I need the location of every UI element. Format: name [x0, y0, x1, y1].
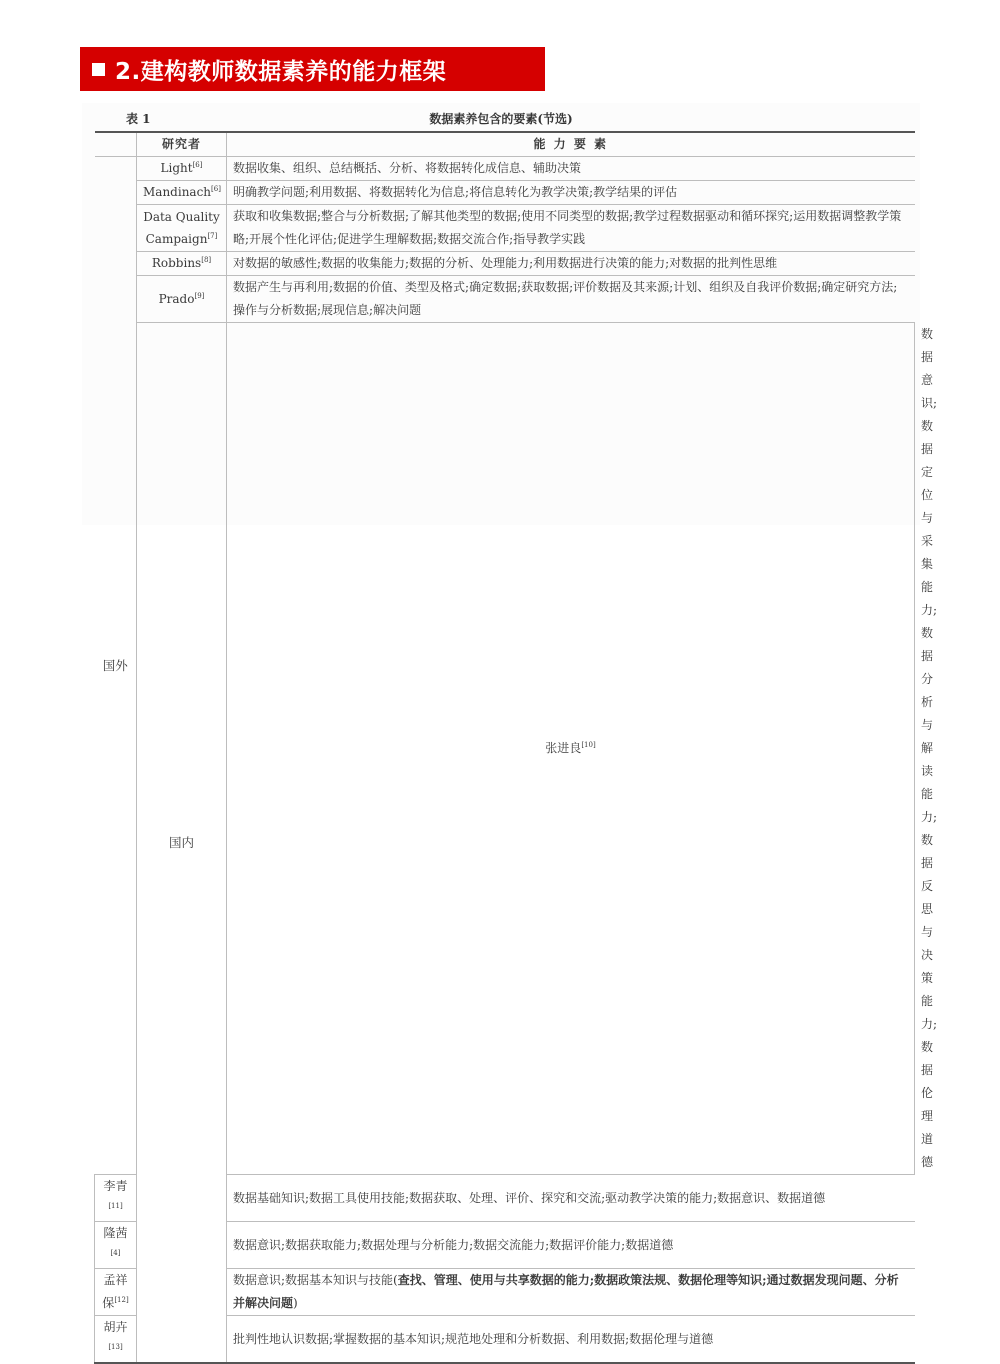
- square-bullet-icon: [92, 63, 105, 76]
- researcher-name: 孟祥保[12]: [95, 1269, 137, 1316]
- table-number: 表 1: [126, 112, 151, 126]
- researcher-name: 胡卉[13]: [95, 1316, 137, 1364]
- researcher-name: Light[6]: [137, 157, 227, 181]
- researcher-name: 张进良[10]: [227, 323, 915, 1175]
- table-row: 国内 张进良[10] 数据意识;数据定位与采集能力;数据分析与解读能力;数据反思与决策能力;数据伦理道德: [95, 323, 915, 1175]
- header-abilities: 能 力 要 素: [227, 132, 915, 157]
- ability-text: 数据基础知识;数据工具使用技能;数据获取、处理、评价、探究和交流;驱动教学决策的能力;数据意识、数据道德: [227, 1175, 915, 1222]
- ability-text: 数据意识;数据获取能力;数据处理与分析能力;数据交流能力;数据评价能力;数据道德: [227, 1222, 915, 1269]
- header-researcher: 研究者: [137, 132, 227, 157]
- table-row: [95, 276, 915, 323]
- researcher-name: Mandinach[6]: [137, 181, 227, 205]
- researcher-name: 隆茜[4]: [95, 1222, 137, 1269]
- ability-text: 数据收集、组织、总结概括、分析、将数据转化成信息、辅助决策: [227, 157, 915, 181]
- table-caption: 数据素养包含的要素(节选): [429, 112, 573, 126]
- researcher-name: Data Quality Campaign[7]: [137, 205, 227, 252]
- ability-text: 获取和收集数据;整合与分析数据;了解其他类型的数据;使用不同类型的数据;教学过程数据驱动和循环探究;运用数据调整教学策略;开展个性化评估;促进学生理解数据;数据交流合作;指导教学实践: [227, 205, 915, 252]
- table-row: [95, 157, 915, 181]
- elements-table: [94, 131, 938, 1364]
- table-row: [95, 205, 915, 252]
- table-row: [95, 181, 915, 205]
- ability-text: 数据产生与再利用;数据的价值、类型及格式;确定数据;获取数据;评价数据及其来源;计划、组织及自我评价数据;确定研究方法;操作与分析数据;展现信息;解决问题: [227, 276, 915, 323]
- table-image: [82, 103, 938, 1351]
- ability-text: 对数据的敏感性;数据的收集能力;数据的分析、处理能力;利用数据进行决策的能力;对数据的批判性思维: [227, 252, 915, 276]
- table-row: [95, 252, 915, 276]
- ability-text: 数据意识;数据基本知识与技能(查找、管理、使用与共享数据的能力;数据政策法规、数据伦理等知识;通过数据发现问题、分析并解决问题): [227, 1269, 915, 1316]
- researcher-name: Prado[9]: [137, 276, 227, 323]
- header-empty-cell: [95, 132, 137, 157]
- researcher-name: 李青[11]: [95, 1175, 137, 1222]
- table-header-row: [95, 132, 915, 157]
- group-domestic: 国内: [137, 323, 227, 1364]
- group-foreign: 国外: [95, 157, 137, 1175]
- section-title-banner: [80, 47, 545, 91]
- ability-text: 批判性地认识数据;掌握数据的基本知识;规范地处理和分析数据、利用数据;数据伦理与道德: [227, 1316, 915, 1364]
- section-title: 2.建构教师数据素养的能力框架: [115, 58, 447, 85]
- table-header-line: [82, 103, 920, 131]
- researcher-name: Robbins[8]: [137, 252, 227, 276]
- ability-text: 明确教学问题;利用数据、将数据转化为信息;将信息转化为教学决策;教学结果的评估: [227, 181, 915, 205]
